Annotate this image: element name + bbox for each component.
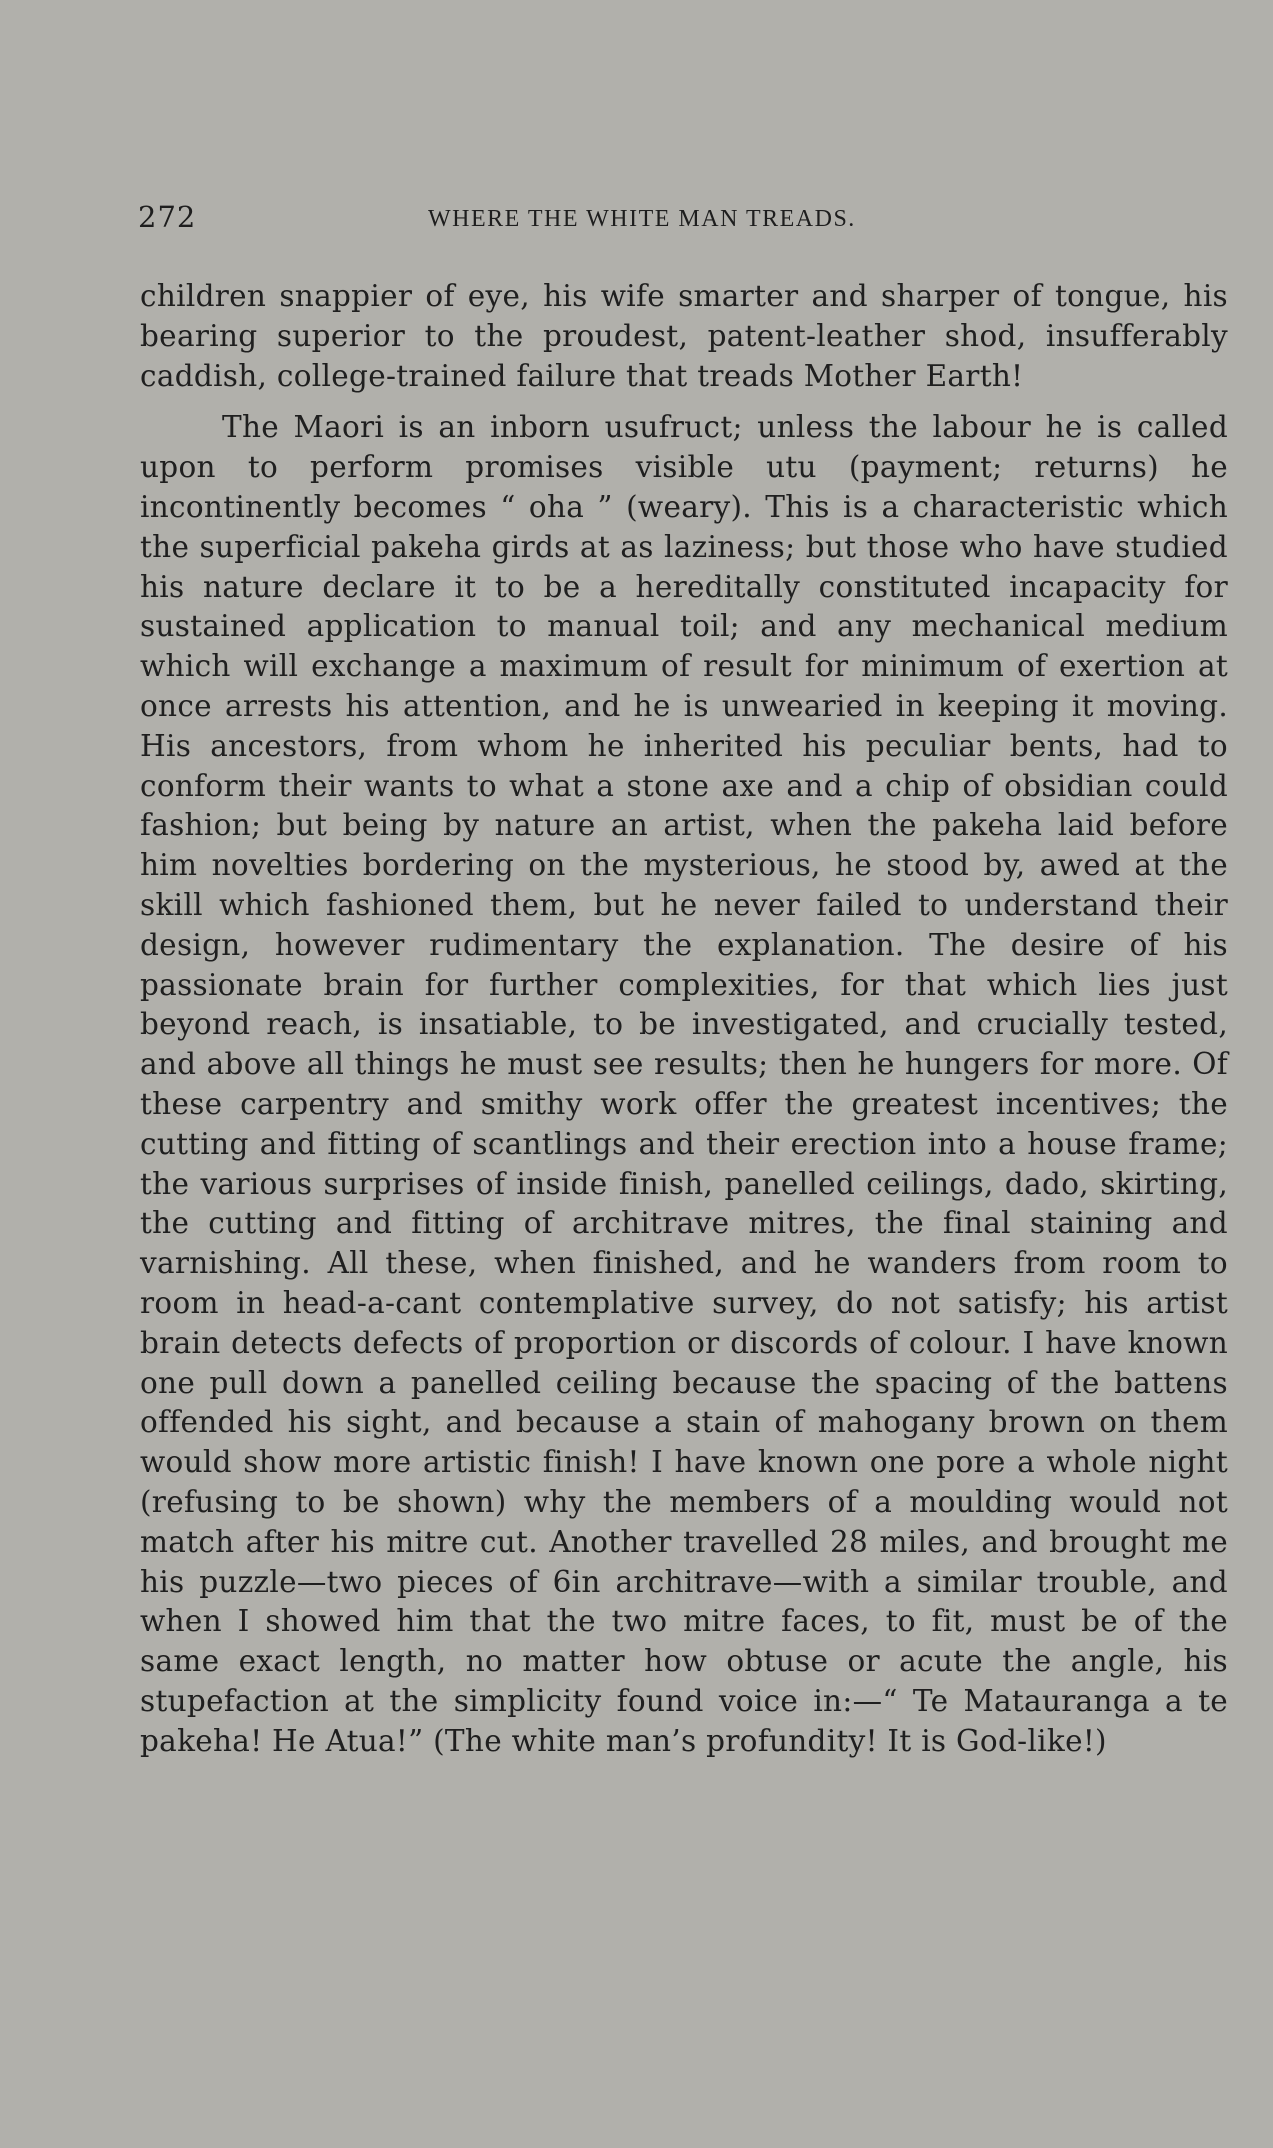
page-number: 272 xyxy=(138,200,197,234)
paragraph-continued: children snappier of eye, his wife smarter and sharper of tongue, his bearing superior to the proudest, patent-leather shod, insufferably caddish, college-trained failure that treads Mother Earth! xyxy=(140,279,1228,393)
body-text xyxy=(140,277,1228,1761)
running-head xyxy=(138,200,1230,240)
paragraph-maori-usufruct: The Maori is an inborn usufruct; unless the labour he is called upon to perform promises visible utu (payment; returns) he incontinently becomes “ oha ” (weary). This is a characteristic which the superficial pakeha girds at as laziness; but those who have studied his nature declare it to be a hereditally constituted incapacity for sustained application to manual toil; and any mechanical medium which will exchange a maximum of result for minimum of exertion at once arrests his attention, and he is unwearied in keeping it moving. His ancestors, from whom he inherited his peculiar bents, had to conform their wants to what a stone axe and a chip of obsidian could fashion; but being by nature an artist, when the pakeha laid before him novelties bordering on the mysterious, he stood by, awed at the skill which fashioned them, but he never failed to understand their design, however rudimentary the explanation. The desire of his passionate brain for further complexities, for that which lies just beyond reach, is insatiable, to be investigated, and crucially tested, and above all things he must see results; then he hungers for more. Of these carpentry and smithy work offer the greatest incentives; the cutting and fitting of scantlings and their erection into a house frame; the various surprises of inside finish, panelled ceilings, dado, skirting, the cutting and fitting of architrave mitres, the final staining and varnishing. All these, when finished, and he wanders from room to room in head-a-cant contemplative survey, do not satisfy; his artist brain detects defects of proportion or discords of colour. I have known one pull down a panelled ceiling because the spacing of the battens offended his sight, and because a stain of mahogany brown on them would show more artistic finish! I have known one pore a whole night (refusing to be shown) why the members of a moulding would not match after his mitre cut. Another travelled 28 miles, and brought me his puzzle—two pieces of 6in architrave—with a similar trouble, and when I showed him that the two mitre faces, to fit, must be of the same exact length, no matter how obtuse or acute the angle, his stupefaction at the simplicity found voice in:—“ Te Matauranga a te pakeha! He Atua!” (The white man’s profundity! It is God-like!) xyxy=(140,410,1228,1758)
running-title: WHERE THE WHITE MAN TREADS. xyxy=(428,206,856,232)
